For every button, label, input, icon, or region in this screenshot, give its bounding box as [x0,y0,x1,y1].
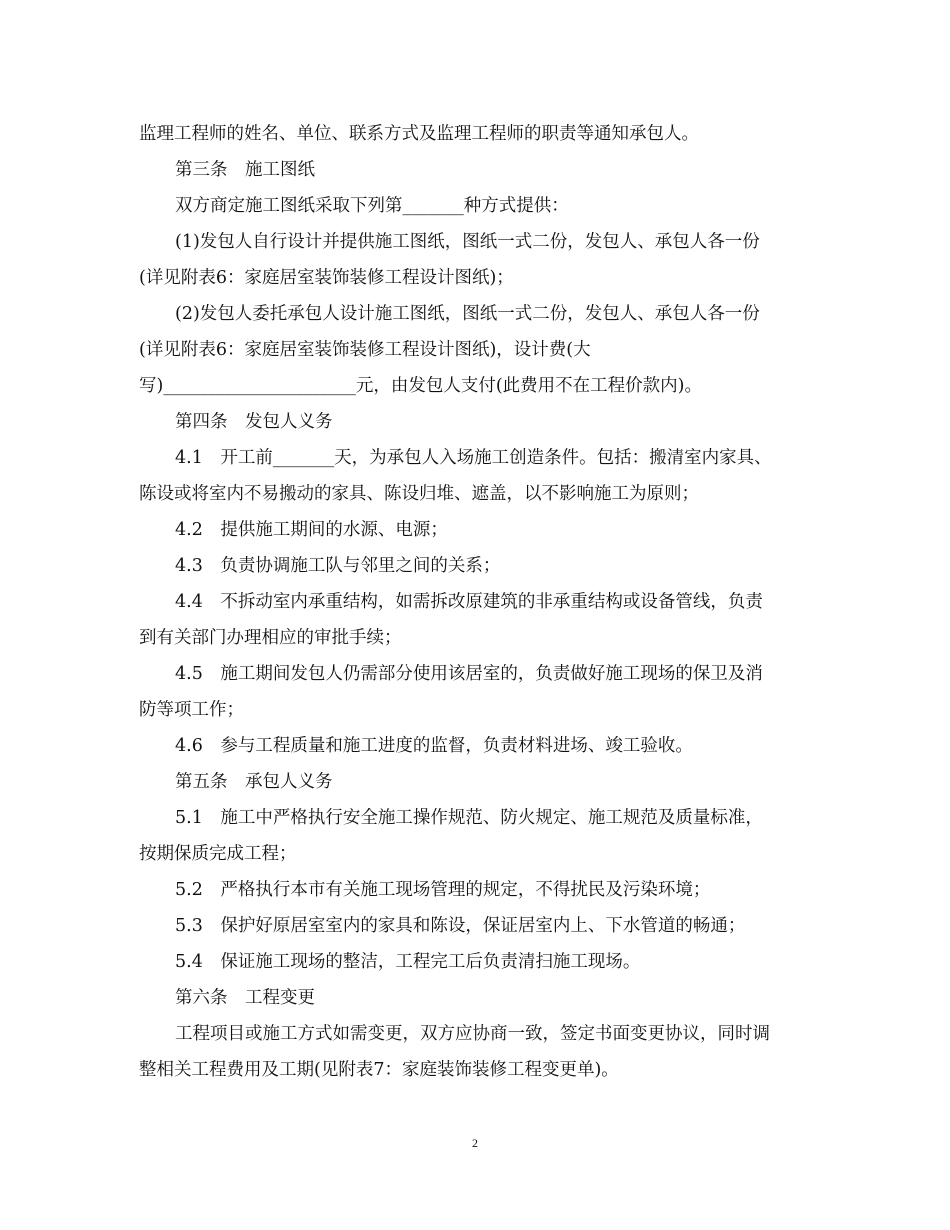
section-heading-article-3: 第三条 施工图纸 [175,160,315,180]
text-line: 5.2 严格执行本市有关施工现场管理的规定，不得扰民及污染环境； [175,880,711,900]
text-line: 陈设或将室内不易搬动的家具、陈设归堆、遮盖，以不影响施工为原则； [139,484,699,504]
text-line: 4.2 提供施工期间的水源、电源； [175,520,448,540]
section-heading-article-4: 第四条 发包人义务 [175,412,333,432]
text-line: 4.6 参与工程质量和施工进度的监督，负责材料进场、竣工验收。 [175,736,693,756]
text-line: 5.4 保证施工现场的整洁，工程完工后负责清扫施工现场。 [175,952,641,972]
section-heading-article-6: 第六条 工程变更 [175,988,315,1008]
text-line: 5.3 保护好原居室室内的家具和陈设，保证居室内上、下水管道的畅通； [175,916,746,936]
page-number: 2 [472,1136,478,1150]
text-line: (详见附表6：家庭居室装饰装修工程设计图纸)； [139,268,514,288]
document-body [139,117,829,1089]
text-line: 工程项目或施工方式如需变更，双方应协商一致，签定书面变更协议，同时调 [175,1024,770,1044]
text-line: 4.4 不拆动室内承重结构，如需拆改原建筑的非承重结构或设备管线，负责 [175,592,763,612]
text-line: 4.1 开工前_______天，为承包人入场施工创造条件。包括：搬清室内家具、 [175,448,772,468]
text-line: 整相关工程费用及工期(见附表7：家庭装饰装修工程变更单)。 [139,1060,619,1080]
text-line: (1)发包人自行设计并提供施工图纸，图纸一式二份，发包人、承包人各一份 [175,232,760,252]
text-line: 5.1 施工中严格执行安全施工操作规范、防火规定、施工规范及质量标准， [175,808,763,828]
text-line: 4.3 负责协调施工队与邻里之间的关系； [175,556,501,576]
text-line: 双方商定施工图纸采取下列第_______种方式提供： [175,196,569,216]
text-line: 防等项工作； [139,700,244,720]
text-line: 4.5 施工期间发包人仍需部分使用该居室的，负责做好施工现场的保卫及消 [175,664,763,684]
text-line: 按期保质完成工程； [139,844,297,864]
text-line: 写)______________________元，由发包人支付(此费用不在工程价款内)。 [139,376,702,396]
text-line: 监理工程师的姓名、单位、联系方式及监理工程师的职责等通知承包人。 [139,124,699,144]
text-line: (详见附表6：家庭居室装饰装修工程设计图纸)，设计费(大 [139,340,591,360]
text-line: 到有关部门办理相应的审批手续； [139,628,402,648]
text-line: (2)发包人委托承包人设计施工图纸，图纸一式二份，发包人、承包人各一份 [175,304,760,324]
section-heading-article-5: 第五条 承包人义务 [175,772,333,792]
